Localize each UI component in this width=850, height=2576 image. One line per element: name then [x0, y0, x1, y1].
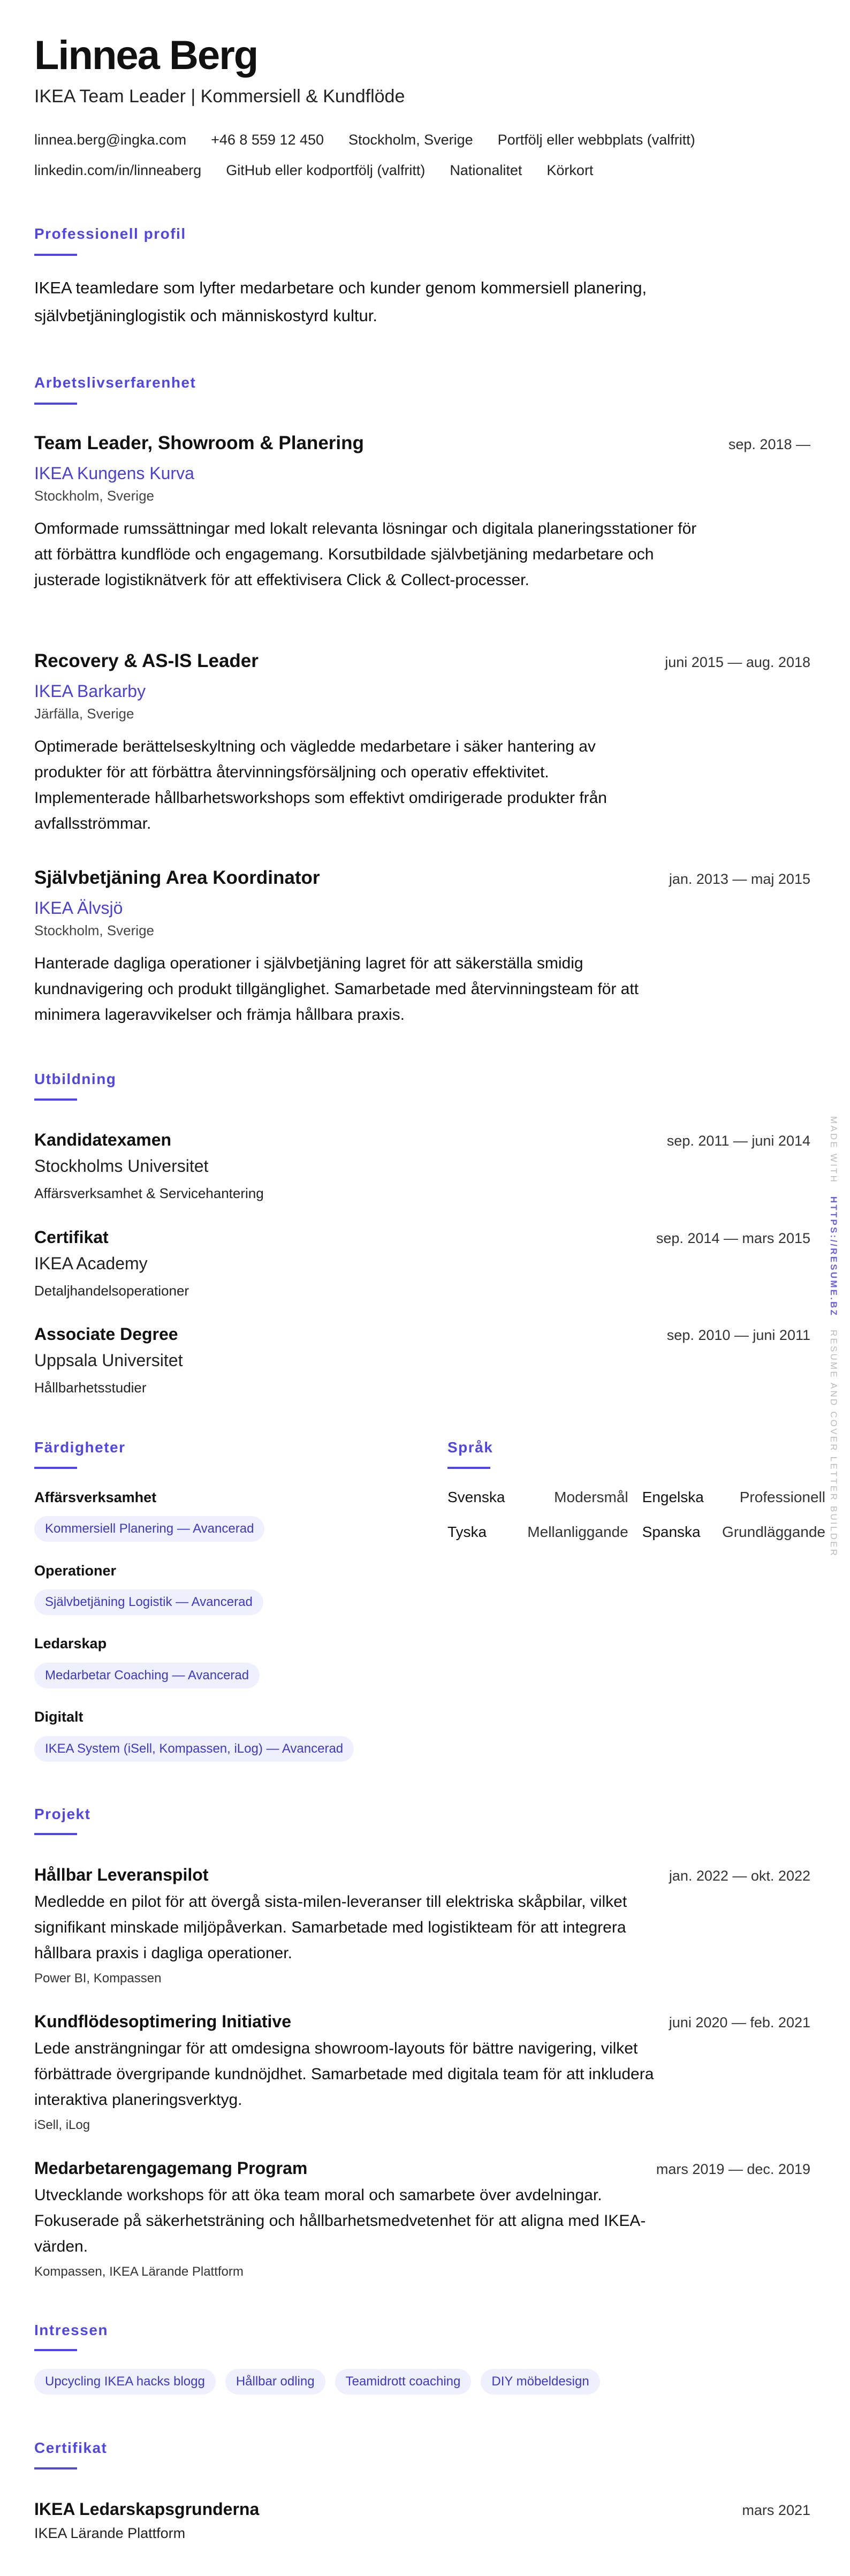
- project-date: juni 2020 — feb. 2021: [669, 2014, 810, 2031]
- contact-linkedin[interactable]: linkedin.com/in/linneaberg: [34, 162, 202, 178]
- job-description: Omformade rumssättningar med lokalt relevanta lösningar och digitala planeringsstationer för att förbättra kundflöde och engagemang. Korsutbildade självbetjäning medarbetare och justerade logistiknätverk för att effektivisera Click & Collect-processer.: [34, 520, 697, 589]
- project-title: Hållbar Leveranspilot: [34, 1865, 209, 1884]
- section-divider: [34, 1467, 77, 1469]
- project-description: Medledde en pilot för att övergå sista-milen-leveranser till elektriska skåpbilar, vilket signifikant minskade miljöpåverkan. Samarbetade med logistikteam för att integrera hållbara praxis i dagliga operationer.: [34, 1893, 627, 1962]
- education-date: sep. 2010 — juni 2011: [666, 1327, 810, 1343]
- certificate-date: mars 2021: [742, 2502, 810, 2518]
- contact-github[interactable]: GitHub eller kodportfölj (valfritt): [226, 162, 426, 178]
- contact-row-1: [34, 129, 695, 150]
- skill-chip: Självbetjäning Logistik — Avancerad: [34, 1589, 263, 1615]
- skill-group-title: Ledarskap: [34, 1635, 107, 1651]
- institution: IKEA Academy: [34, 1254, 148, 1273]
- contact-email[interactable]: linnea.berg@ingka.com: [34, 132, 187, 148]
- language-list: [447, 1487, 825, 1543]
- project-item: [34, 1862, 810, 1988]
- certificate-title: IKEA Ledarskapsgrunderna: [34, 2499, 260, 2519]
- section-heading-profile: Professionell profil: [34, 225, 186, 242]
- skill-chip: Medarbetar Coaching — Avancerad: [34, 1663, 260, 1688]
- project-tech: iSell, iLog: [34, 2118, 90, 2132]
- interest-chip: Upcycling IKEA hacks blogg: [34, 2369, 216, 2395]
- project-title: Medarbetarengagemang Program: [34, 2158, 308, 2178]
- education-item: [34, 1225, 810, 1301]
- section-divider: [34, 1833, 77, 1835]
- candidate-name: Linnea Berg: [34, 33, 258, 78]
- project-tech: Kompassen, IKEA Lärande Plattform: [34, 2264, 244, 2279]
- contact-phone[interactable]: +46 8 559 12 450: [211, 132, 324, 148]
- project-item: [34, 2156, 810, 2281]
- project-description: Utvecklande workshops för att öka team moral och samarbete över avdelningar. Fokuserade på säkerhetsträning och hållbarhetsmedvetenhet för att aligna med IKEA-värden.: [34, 2186, 646, 2255]
- education-date: sep. 2011 — juni 2014: [666, 1133, 810, 1149]
- section-heading-languages: Språk: [447, 1439, 494, 1456]
- experience-item: [34, 866, 810, 1028]
- degree: Associate Degree: [34, 1324, 178, 1344]
- section-divider: [34, 403, 77, 405]
- job-description: Optimerade berättelseskyltning och vägledde medarbetare i säker hantering av produkter för att förbättra återvinningsförsäljning och operativ effektivitet. Implementerade hållbarhetsworkshops som effektivt omdirigerade produkter från avfallsströmmar.: [34, 738, 607, 832]
- interest-list: [34, 2369, 600, 2395]
- watermark: [828, 1116, 839, 1557]
- section-divider: [447, 1467, 490, 1469]
- job-title: Självbetjäning Area Koordinator: [34, 867, 320, 888]
- section-heading-projects: Projekt: [34, 1806, 91, 1822]
- job-company: IKEA Älvsjö: [34, 898, 123, 918]
- job-company: IKEA Barkarby: [34, 681, 146, 701]
- contact-row-2: [34, 160, 593, 181]
- language-name: Tyska: [447, 1524, 487, 1540]
- experience-item: [34, 649, 810, 837]
- section-divider: [34, 1098, 77, 1101]
- language-name: Spanska: [642, 1524, 701, 1540]
- experience-item: [34, 431, 810, 593]
- project-title: Kundflödesoptimering Initiative: [34, 2012, 292, 2031]
- project-item: [34, 2009, 810, 2134]
- interest-chip: Hållbar odling: [225, 2369, 325, 2395]
- skill-group-title: Operationer: [34, 1563, 117, 1579]
- section-heading-experience: Arbetslivserfarenhet: [34, 374, 196, 391]
- contact-license: Körkort: [547, 162, 594, 178]
- language-level: Mellanliggande: [527, 1524, 628, 1540]
- project-date: jan. 2022 — okt. 2022: [669, 1868, 810, 1884]
- section-divider: [34, 2467, 77, 2469]
- section-divider: [34, 254, 77, 256]
- watermark-link[interactable]: HTTPS://RESUME.BZ: [829, 1196, 839, 1317]
- job-title: Team Leader, Showroom & Planering: [34, 433, 364, 453]
- section-heading-certificates: Certifikat: [34, 2439, 108, 2456]
- profile-summary: IKEA teamledare som lyfter medarbetare och kunder genom kommersiell planering, självbetjäninglogistik och människostyrd kultur.: [34, 278, 647, 325]
- language-level: Professionell: [739, 1489, 825, 1505]
- job-location: Stockholm, Sverige: [34, 922, 154, 938]
- degree: Kandidatexamen: [34, 1130, 172, 1149]
- section-heading-interests: Intressen: [34, 2322, 108, 2338]
- contact-nationality: Nationalitet: [450, 162, 522, 178]
- section-heading-skills: Färdigheter: [34, 1439, 126, 1456]
- education-item: [34, 1322, 810, 1398]
- education-item: [34, 1128, 810, 1204]
- field-of-study: Detaljhandelsoperationer: [34, 1283, 189, 1299]
- institution: Stockholms Universitet: [34, 1156, 209, 1176]
- skill-chip: Kommersiell Planering — Avancerad: [34, 1516, 264, 1542]
- language-level: Grundläggande: [722, 1524, 825, 1540]
- language-name: Svenska: [447, 1489, 505, 1505]
- education-date: sep. 2014 — mars 2015: [656, 1230, 810, 1246]
- interest-chip: Teamidrott coaching: [335, 2369, 472, 2395]
- field-of-study: Affärsverksamhet & Servicehantering: [34, 1185, 264, 1201]
- contact-portfolio[interactable]: Portfölj eller webbplats (valfritt): [497, 132, 695, 148]
- section-heading-education: Utbildning: [34, 1071, 117, 1087]
- job-location: Järfälla, Sverige: [34, 706, 134, 722]
- project-tech: Power BI, Kompassen: [34, 1971, 162, 1986]
- job-company: IKEA Kungens Kurva: [34, 464, 194, 483]
- job-date: juni 2015 — aug. 2018: [665, 654, 810, 670]
- field-of-study: Hållbarhetsstudier: [34, 1380, 147, 1396]
- job-location: Stockholm, Sverige: [34, 488, 154, 504]
- watermark-prefix: MADE WITH: [829, 1116, 839, 1184]
- certificate-item: [34, 2497, 810, 2544]
- job-date: sep. 2018 —: [728, 436, 810, 452]
- skill-group-title: Digitalt: [34, 1709, 84, 1725]
- project-description: Lede ansträngningar för att omdesigna showroom-layouts för bättre navigering, vilket förbättrade övergripande kundnöjdhet. Samarbetade med digitala team för att inkludera interaktiva planeringsverktyg.: [34, 2040, 654, 2109]
- section-divider: [34, 2349, 77, 2351]
- skill-group-title: Affärsverksamhet: [34, 1489, 157, 1505]
- institution: Uppsala Universitet: [34, 1351, 183, 1370]
- watermark-suffix: RESUME AND COVER LETTER BUILDER: [829, 1330, 839, 1558]
- contact-location: Stockholm, Sverige: [348, 132, 473, 148]
- interest-chip: DIY möbeldesign: [481, 2369, 599, 2395]
- language-name: Engelska: [642, 1489, 704, 1505]
- certificate-issuer: IKEA Lärande Plattform: [34, 2525, 186, 2541]
- job-description: Hanterade dagliga operationer i självbetjäning lagret för att säkerställa smidig kundnavigering och produkt tillgänglighet. Samarbetade med återvinningsteam för att minimera lageravvikelser och främja hållbara praxis.: [34, 954, 639, 1024]
- project-date: mars 2019 — dec. 2019: [656, 2161, 810, 2177]
- language-level: Modersmål: [554, 1489, 628, 1505]
- degree: Certifikat: [34, 1228, 109, 1247]
- skill-chip: IKEA System (iSell, Kompassen, iLog) — Avancerad: [34, 1736, 354, 1762]
- job-date: jan. 2013 — maj 2015: [669, 871, 810, 887]
- job-title: Recovery & AS-IS Leader: [34, 650, 259, 671]
- candidate-headline: IKEA Team Leader | Kommersiell & Kundflöde: [34, 86, 405, 107]
